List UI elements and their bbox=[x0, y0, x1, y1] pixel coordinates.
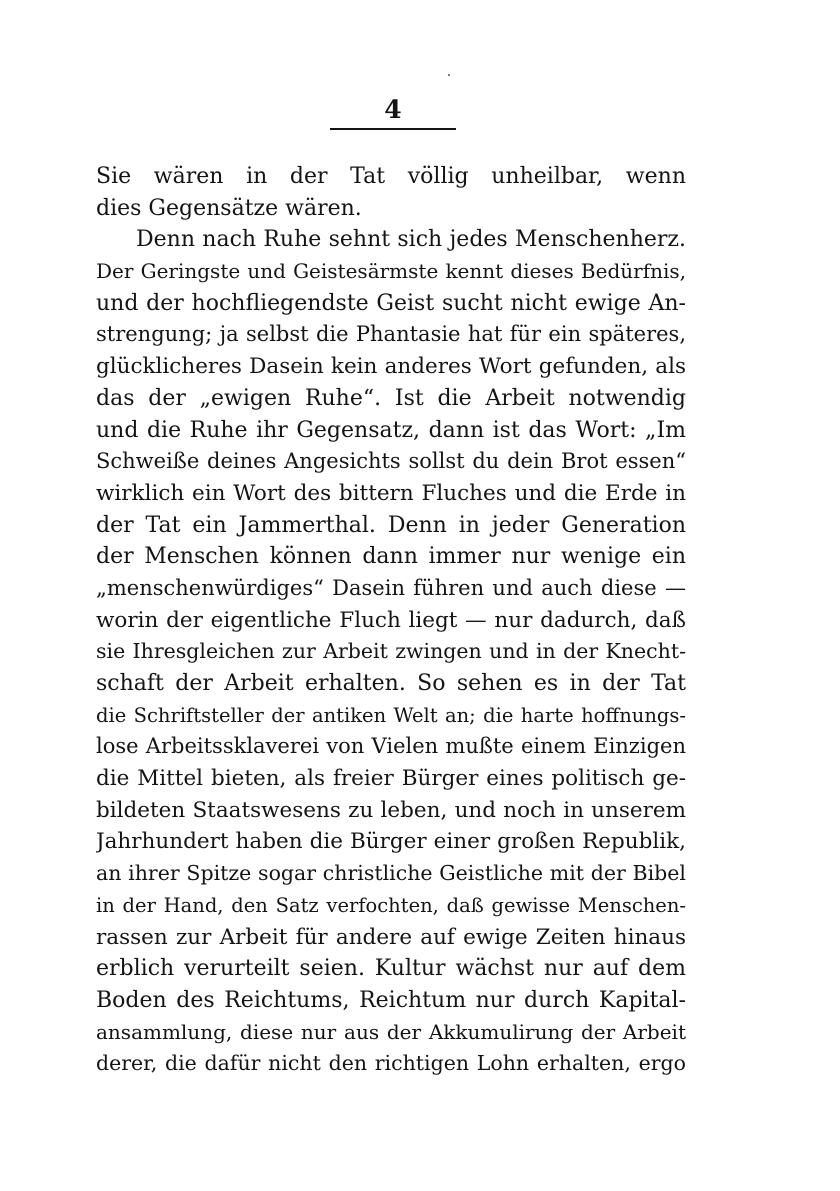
text-line: und der hochfliegendste Geist sucht nicht ewige An- bbox=[96, 290, 686, 316]
text-line: schaft der Arbeit erhalten. So sehen es in der Tat bbox=[96, 671, 686, 696]
page-number: 4 bbox=[384, 95, 402, 124]
text-line: derer, die dafür nicht den richtigen Lohn erhalten, ergo bbox=[96, 1051, 686, 1076]
text-line: Der Geringste und Geistesärmste kennt dieses Bedürfnis, bbox=[96, 259, 686, 284]
text-line: worin der eigentliche Fluch liegt — nur dadurch, daß bbox=[96, 607, 686, 633]
text-line: Boden des Reichtums, Reichtum nur durch Kapital- bbox=[96, 987, 686, 1013]
text-line: rassen zur Arbeit für andere auf ewige Zeiten hinaus bbox=[96, 924, 686, 950]
text-line: sie Ihresgleichen zur Arbeit zwingen und in der Knecht- bbox=[96, 639, 686, 664]
text-line: und die Ruhe ihr Gegensatz, dann ist das Wort: „Im bbox=[96, 417, 686, 443]
text-line: Sie wären in der Tat völlig unheilbar, wenn bbox=[96, 164, 686, 189]
text-line: erblich verurteilt seien. Kultur wächst nur auf dem bbox=[96, 956, 686, 982]
text-line: wirklich ein Wort des bittern Fluches und die Erde in bbox=[96, 480, 686, 506]
text-line: die Schriftsteller der antiken Welt an; die harte hoffnungs- bbox=[96, 703, 686, 727]
text-line: „menschenwürdiges“ Dasein führen und auch diese — bbox=[96, 575, 686, 600]
text-line: Denn nach Ruhe sehnt sich jedes Menschenherz. bbox=[136, 227, 686, 253]
text-line: das der „ewigen Ruhe“. Ist die Arbeit notwendig bbox=[96, 385, 686, 411]
text-line: ansammlung, diese nur aus der Akkumulirung der Arbeit bbox=[96, 1019, 686, 1044]
text-line: strengung; ja selbst die Phantasie hat für ein späteres, bbox=[96, 322, 686, 347]
text-line: der Menschen können dann immer nur wenige ein bbox=[96, 544, 686, 570]
text-line: Jahrhundert haben die Bürger einer großen Republik, bbox=[96, 829, 686, 855]
text-line: glücklicheres Dasein kein anderes Wort gefunden, als bbox=[96, 354, 686, 380]
text-line: an ihrer Spitze sogar christliche Geistliche mit der Bibel bbox=[96, 861, 686, 886]
text-line: in der Hand, den Satz verfochten, daß gewisse Menschen- bbox=[96, 893, 686, 917]
text-line: Schweiße deines Angesichts sollst du dein Brot essen“ bbox=[96, 449, 686, 474]
print-speck bbox=[448, 74, 450, 76]
body-text bbox=[96, 161, 686, 1080]
text-line: lose Arbeitssklaverei von Vielen mußte einem Einzigen bbox=[96, 734, 686, 759]
header-rule bbox=[330, 128, 456, 130]
text-line: der Tat ein Jammerthal. Denn in jeder Generation bbox=[96, 512, 686, 538]
text-line: bildeten Staatswesens zu leben, und noch in unserem bbox=[96, 797, 686, 823]
text-line: die Mittel bieten, als freier Bürger eines politisch ge- bbox=[96, 766, 686, 792]
text-line: dies Gegensätze wären. bbox=[96, 195, 362, 221]
